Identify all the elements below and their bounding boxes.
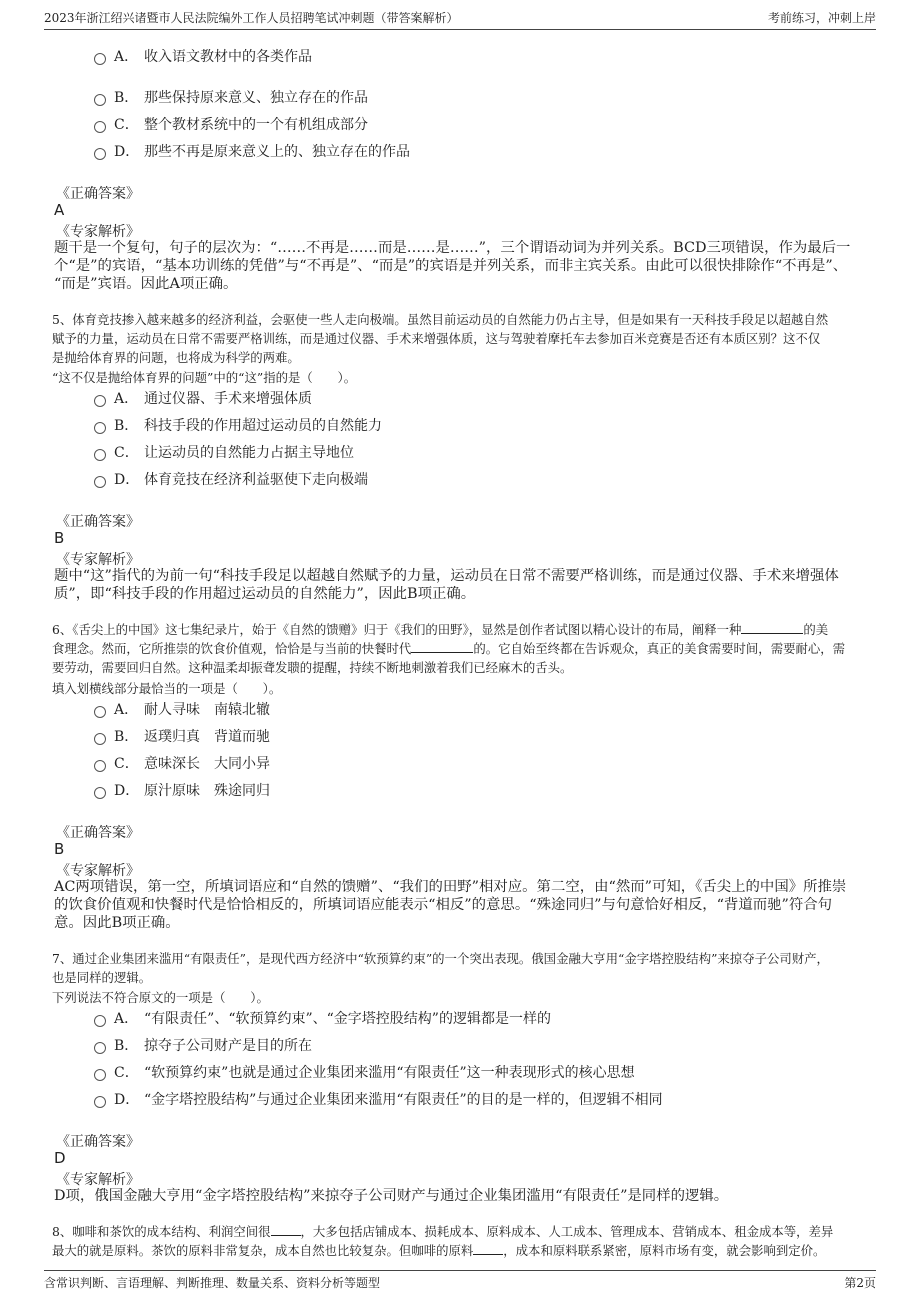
analysis-text: 题中“这”指代的为前一句“科技手段足以超越自然赋予的力量，运动员在日常不需要严格训练，而是通过仪器、手术来增强体 质”，即“科技手段的作用超过运动员的自然能力”，因此B项正确。 (54, 568, 839, 602)
question-prompt: 下列说法不符合原文的一项是（ ）。 (52, 990, 269, 1005)
fill-blank[interactable] (271, 1224, 301, 1236)
option-a[interactable]: A． “有限责任”、“软预算约束”、“金字塔控股结构”的逻辑都是一样的 (94, 1008, 551, 1028)
page-footer (44, 1270, 876, 1294)
analysis-label: 《专家解析》 (56, 1172, 140, 1188)
radio-icon[interactable] (94, 476, 106, 488)
footer-subjects: 含常识判断、言语理解、判断推理、数量关系、资料分析等题型 (44, 1276, 381, 1290)
question-prompt: “这不仅是抛给体育界的问题”中的“这”指的是（ ）。 (52, 370, 357, 385)
radio-icon[interactable] (94, 422, 106, 434)
answer-label: 《正确答案》 (56, 186, 140, 202)
option-c[interactable]: C． “软预算约束”也就是通过企业集团来滥用“有限责任”这一种表现形式的核心思想 (94, 1062, 635, 1082)
radio-icon[interactable] (94, 94, 106, 106)
header-slogan: 考前练习，冲刺上岸 (767, 11, 876, 25)
analysis-text: AC两项错误，第一空，所填词语应和“自然的馈赠”、“我们的田野”相对应。第二空，由“然而”可知，《舌尖上的中国》所推崇 的饮食价值观和快餐时代是恰恰相反的，所填词语应能表示“相反”的意思。“殊途同归”与句意恰好相反，“背道而驰”符合句 意。因此B项正确。 (54, 879, 847, 931)
analysis-text: D项，俄国金融大亨用“金字塔控股结构”来掠夺子公司财产与通过企业集团滥用“有限责任”是同样的逻辑。 (54, 1188, 729, 1204)
answer-value: B (54, 840, 65, 858)
radio-icon[interactable] (94, 121, 106, 133)
answer-value: B (54, 529, 65, 547)
answer-label: 《正确答案》 (56, 1134, 140, 1150)
option-a[interactable]: A． 通过仪器、手术来增强体质 (94, 388, 312, 408)
option-a[interactable]: A． 收入语文教材中的各类作品 (94, 46, 312, 66)
option-b[interactable]: B． 科技手段的作用超过运动员的自然能力 (94, 415, 382, 435)
radio-icon[interactable] (94, 53, 106, 65)
option-c[interactable]: C． 整个教材系统中的一个有机组成部分 (94, 114, 368, 134)
question-8: 8、咖啡和茶饮的成本结构、利润空间很 ，大多包括店铺成本、损耗成本、原料成本、人工成本、管理成本、营销成本、租金成本等，差异 最大的就是原料。茶饮的原料非常复杂，成本自然也比较复杂。但咖啡的原料 ，成本和原料联系紧密，原料市场有变，就会影响到定价。 (52, 1224, 834, 1258)
option-b[interactable]: B． 掠夺子公司财产是目的所在 (94, 1035, 312, 1055)
option-a[interactable]: A． 耐人寻味 南辕北辙 (94, 699, 270, 719)
answer-label: 《正确答案》 (56, 514, 140, 530)
radio-icon[interactable] (94, 449, 106, 461)
fill-blank[interactable] (741, 622, 803, 634)
option-b[interactable]: B． 返璞归真 背道而驰 (94, 726, 270, 746)
radio-icon[interactable] (94, 733, 106, 745)
radio-icon[interactable] (94, 706, 106, 718)
option-c[interactable]: C． 让运动员的自然能力占据主导地位 (94, 442, 354, 462)
option-d[interactable]: D． “金字塔控股结构”与通过企业集团来滥用“有限责任”的目的是一样的，但逻辑不相同 (94, 1089, 663, 1109)
radio-icon[interactable] (94, 787, 106, 799)
question-5: 5、体育竞技掺入越来越多的经济利益，会驱使一些人走向极端。虽然目前运动员的自然能力仍占主导，但是如果有一天科技手段足以超越自然 赋予的力量，运动员在日常不需要严格训练，而是通过仪器、手术来增强体质，这与驾驶着摩托车去参加百米竞赛是否还有本质区别？这不仅 是抛给体育界的问题，也将成为科学的两难。 (52, 312, 829, 365)
radio-icon[interactable] (94, 395, 106, 407)
question-7: 7、通过企业集团来滥用“有限责任”，是现代西方经济中“软预算约束”的一个突出表现。俄国金融大亨用“金字塔控股结构”来掠夺子公司财产， 也是同样的逻辑。 (52, 951, 829, 985)
analysis-label: 《专家解析》 (56, 552, 140, 568)
fill-blank[interactable] (473, 1243, 503, 1255)
answer-value: A (54, 201, 65, 219)
analysis-label: 《专家解析》 (56, 224, 140, 240)
option-b[interactable]: B． 那些保持原来意义、独立存在的作品 (94, 87, 368, 107)
option-d[interactable]: D． 原汁原味 殊途同归 (94, 780, 270, 800)
radio-icon[interactable] (94, 148, 106, 160)
radio-icon[interactable] (94, 1042, 106, 1054)
option-d[interactable]: D． 那些不再是原来意义上的、独立存在的作品 (94, 141, 410, 161)
analysis-text: 题干是一个复句，句子的层次为：“……不再是……而是……是……”，三个谓语动词为并列关系。BCD三项错误，作为最后一 个“是”的宾语，“基本功训练的凭借”与“不再是”、“而是”的宾语是并列关系，而非主宾关系。由此可以很快排除作“不再是”、 “而是”宾语。因此A项正确。 (54, 240, 851, 292)
answer-label: 《正确答案》 (56, 825, 140, 841)
option-c[interactable]: C． 意味深长 大同小异 (94, 753, 270, 773)
page-header (44, 8, 876, 30)
radio-icon[interactable] (94, 760, 106, 772)
radio-icon[interactable] (94, 1096, 106, 1108)
analysis-label: 《专家解析》 (56, 863, 140, 879)
fill-blank[interactable] (411, 641, 473, 653)
document-title: 2023年浙江绍兴诸暨市人民法院编外工作人员招聘笔试冲刺题（带答案解析） (44, 11, 459, 25)
radio-icon[interactable] (94, 1069, 106, 1081)
radio-icon[interactable] (94, 1015, 106, 1027)
question-6: 6、《舌尖上的中国》这七集纪录片，始于《自然的馈赠》归于《我们的田野》，显然是创作者试图以精心设计的布局，阐释一种 的美 食理念。然而，它所推崇的饮食价值观，恰恰是与当前的快餐时代 的。它自始至终都在告诉观众，真正的美食需要时间，需要耐心，需 要劳动，需要回归自然。这种温柔却振聋发聩的提醒，持续不断地刺激着我们已经麻木的舌头。 (52, 622, 846, 675)
page-number: 第2页 (844, 1276, 876, 1290)
option-d[interactable]: D． 体育竞技在经济利益驱使下走向极端 (94, 469, 368, 489)
answer-value: D (54, 1149, 66, 1167)
question-prompt: 填入划横线部分最恰当的一项是（ ）。 (52, 681, 282, 696)
